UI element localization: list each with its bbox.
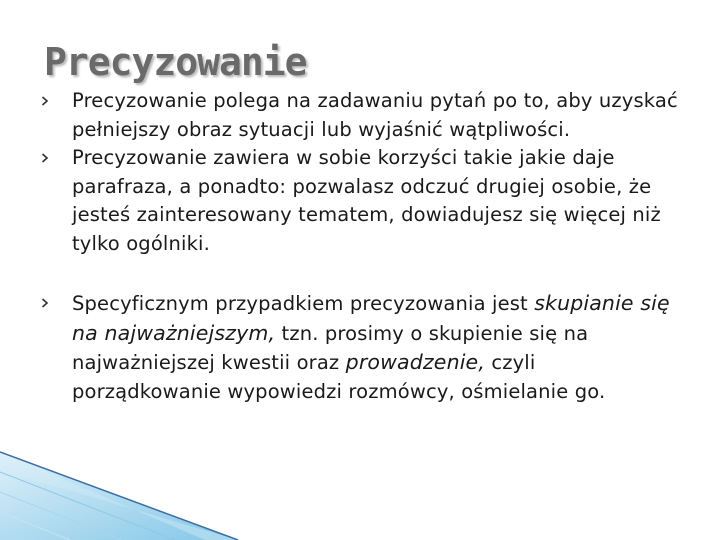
arrow-bullet-icon: [40, 153, 50, 163]
bullet-text: tzn. prosimy o skupienie się na najważniejszej kwestii oraz: [72, 321, 589, 374]
bullet-item-3: [40, 289, 690, 406]
bullet-text: Precyzowanie zawiera w sobie korzyści takie jakie daje parafraza, a ponadto: pozwalasz odczuć drugiej osobie, że jesteś zainteresowany tematem, dowiadujesz się więcej niż tylko ogólniki.: [72, 146, 661, 255]
bullet-text: czyli porządkowanie wypowiedzi rozmówcy, ośmielanie go.: [72, 351, 606, 403]
bullet-text: Precyzowanie polega na zadawaniu pytań po to, aby uzyskać pełniejszy obraz sytuacji lub wyjaśnić wątpliwości.: [72, 89, 678, 141]
bullet-list: [40, 87, 690, 406]
bullet-item-2: [40, 144, 690, 258]
arrow-bullet-icon: [40, 298, 50, 308]
emphasis-text: skupianie się na najważniejszym,: [72, 291, 670, 345]
slide-title: Precyzowanie: [44, 40, 307, 84]
bullet-text: Specyficznym przypadkiem precyzowania jest: [72, 292, 535, 315]
emphasis-text: prowadzenie,: [345, 350, 485, 374]
arrow-bullet-icon: [40, 96, 50, 106]
bullet-item-1: [40, 87, 690, 144]
